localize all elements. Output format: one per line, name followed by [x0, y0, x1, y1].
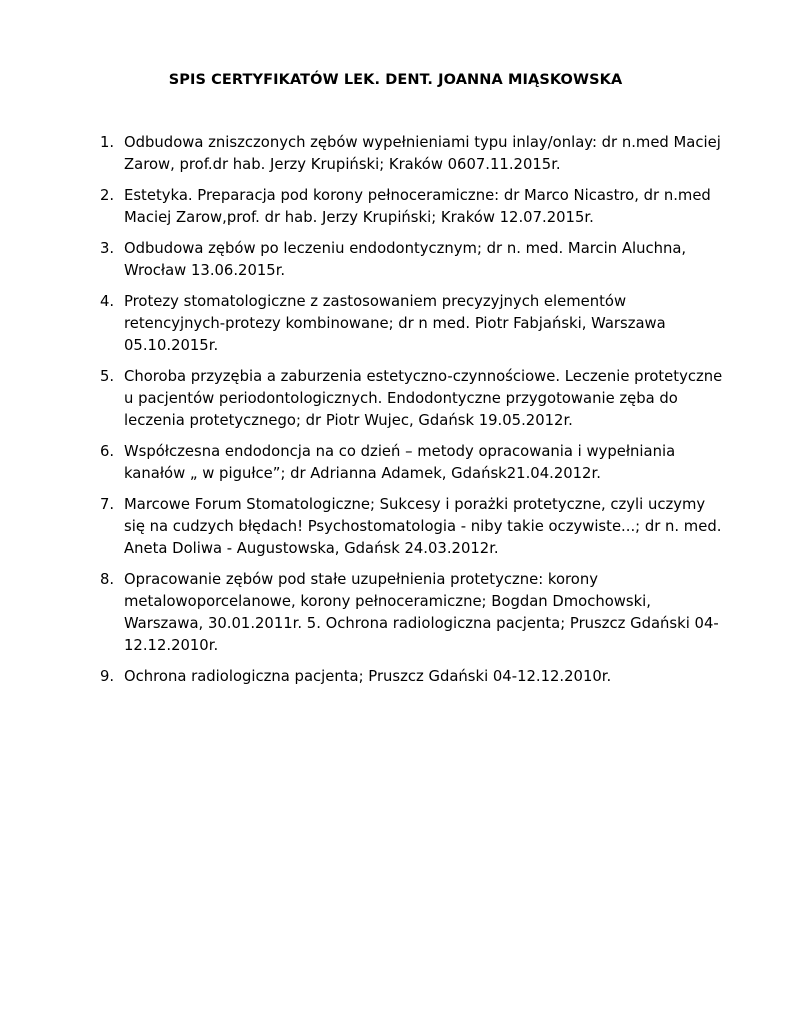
certificate-number: 1.	[100, 134, 115, 151]
certificate-number: 3.	[100, 240, 115, 257]
certificate-item-8	[96, 569, 728, 657]
certificate-text: Współczesna endodoncja na co dzień – metody opracowania i wypełniania kanałów „ w pigułce”; dr Adrianna Adamek, Gdańsk21.04.2012r.	[124, 443, 676, 482]
certificate-text: Marcowe Forum Stomatologiczne; Sukcesy i porażki protetyczne, czyli uczymy się na cudzych błędach! Psychostomatologia - niby takie oczywiste...; dr n. med. Aneta Doliwa - Augustowska, Gdańsk 24.03.2012r.	[124, 496, 722, 557]
certificate-text: Protezy stomatologiczne z zastosowaniem precyzyjnych elementów retencyjnych-protezy kombinowane; dr n med. Piotr Fabjański, Warszawa 05.10.2015r.	[124, 293, 666, 354]
certificate-number: 4.	[100, 293, 115, 310]
certificate-number: 6.	[100, 443, 115, 460]
certificate-text: Estetyka. Preparacja pod korony pełnoceramiczne: dr Marco Nicastro, dr n.med Maciej Zarow,prof. dr hab. Jerzy Krupiński; Kraków 12.07.2015r.	[124, 187, 711, 226]
certificate-text: Odbudowa zniszczonych zębów wypełnieniami typu inlay/onlay: dr n.med Maciej Zarow, prof.dr hab. Jerzy Krupiński; Kraków 0607.11.2015r.	[124, 134, 721, 173]
certificate-number: 7.	[100, 496, 115, 513]
certificate-number: 9.	[100, 668, 115, 685]
certificate-item-5	[96, 366, 728, 432]
certificate-number: 5.	[100, 368, 115, 385]
certificate-number: 8.	[100, 571, 115, 588]
document-title: SPIS CERTYFIKATÓW LEK. DENT. JOANNA MIĄSKOWSKA	[168, 72, 623, 88]
certificate-item-6	[96, 441, 728, 485]
certificate-number: 2.	[100, 187, 115, 204]
certificate-text: Ochrona radiologiczna pacjenta; Pruszcz Gdański 04-12.12.2010r.	[124, 668, 612, 685]
certificate-item-9	[96, 666, 728, 688]
certificate-list	[96, 132, 728, 697]
certificate-text: Opracowanie zębów pod stałe uzupełnienia protetyczne: korony metalowoporcelanowe, korony pełnoceramiczne; Bogdan Dmochowski, Warszawa, 30.01.2011r. 5. Ochrona radiologiczna pacjenta; Pruszcz Gdański 04-12.12.2010r.	[124, 571, 719, 654]
certificate-item-2	[96, 185, 728, 229]
certificate-item-4	[96, 291, 728, 357]
certificate-text: Choroba przyzębia a zaburzenia estetyczno-czynnościowe. Leczenie protetyczne u pacjentów periodontologicznych. Endodontyczne przygotowanie zęba do leczenia protetycznego; dr Piotr Wujec, Gdańsk 19.05.2012r.	[124, 368, 723, 429]
certificate-text: Odbudowa zębów po leczeniu endodontycznym; dr n. med. Marcin Aluchna, Wrocław 13.06.2015r.	[124, 240, 687, 279]
certificate-item-3	[96, 238, 728, 282]
certificate-item-1	[96, 132, 728, 176]
certificate-item-7	[96, 494, 728, 560]
